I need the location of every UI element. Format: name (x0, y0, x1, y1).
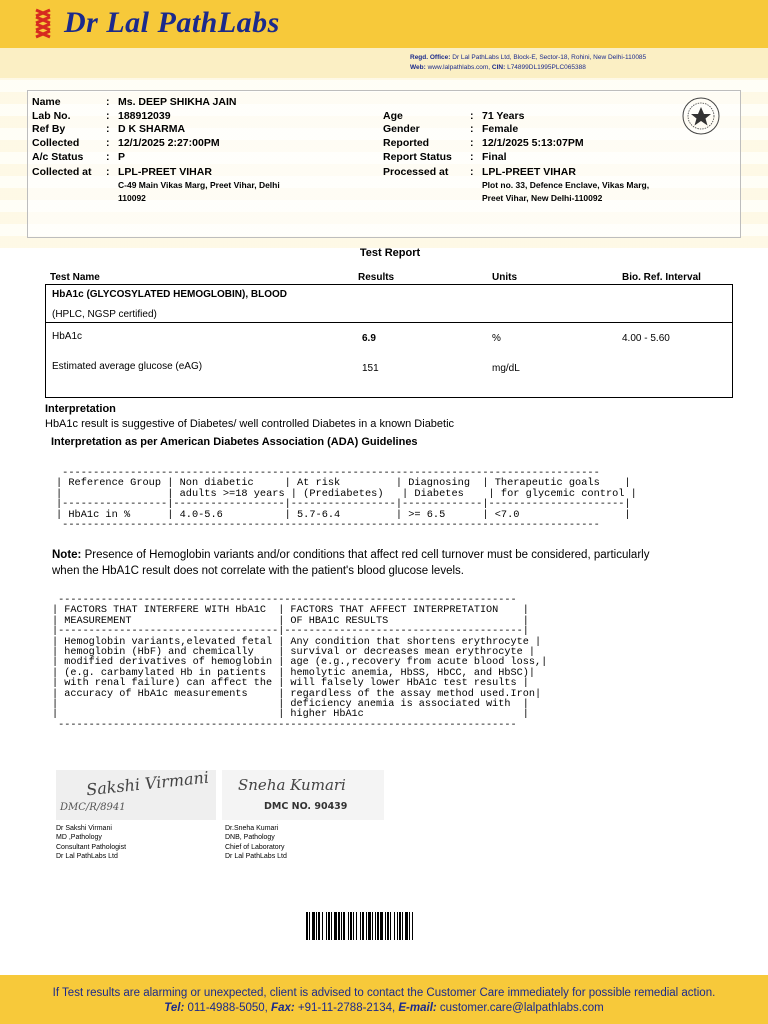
collected-address-line: C-49 Main Vikas Marg, Preet Vihar, Delhi (118, 180, 280, 190)
patient-field-label: Collected at (32, 166, 92, 178)
ada-guidelines-table: --------------------------------------------------------------------------------------- | Reference Group | Non diabetic | At risk | Diagnosing | Therapeutic goals | | | adults >=18 years | (Prediabetes) | Diabetes | for glycemic control | |-----------------|------------------|-----------------|-------------|----------------------| | HbA1c in % | 4.0-5.6 | 5.7-6.4 | >= 6.5 | <7.0 | --------------------------------------------------------------------------------------- (56, 467, 637, 532)
result-test-name: Estimated average glucose (eAG) (52, 361, 203, 372)
signatory-name: Dr Sakshi Virmani (56, 825, 112, 832)
patient-field-colon: : (106, 96, 110, 108)
web-label: Web: (410, 64, 426, 71)
collected-at-address (118, 179, 280, 205)
signature-scrawl: Sneha Kumari (238, 776, 346, 794)
signatory-org: Dr Lal PathLabs Ltd (56, 853, 118, 861)
barcode-bar (348, 912, 349, 940)
patient-field-colon: : (470, 110, 474, 122)
barcode-bar (372, 912, 373, 940)
dna-logo-icon (32, 8, 54, 42)
column-header-ref-interval: Bio. Ref. Interval (622, 272, 701, 283)
signature-reg: DMC NO. 90439 (264, 801, 348, 812)
barcode-bar (350, 912, 352, 940)
result-value: 6.9 (362, 333, 376, 344)
barcode (306, 912, 474, 940)
barcode-bar (385, 912, 386, 940)
patient-field-colon: : (106, 137, 110, 149)
barcode-bar (306, 912, 308, 940)
barcode-bar (402, 912, 403, 940)
barcode-bar (412, 912, 413, 940)
barcode-bar (328, 912, 330, 940)
barcode-bar (380, 912, 383, 940)
regd-label: Regd. Office: (410, 54, 451, 61)
signature-image-2 (222, 770, 384, 820)
patient-field-value: LPL-PREET VIHAR (118, 166, 212, 178)
panel-name: HbA1c (GLYCOSYLATED HEMOGLOBIN), BLOOD (52, 289, 288, 300)
column-header-units: Units (492, 272, 517, 283)
barcode-bar (362, 912, 364, 940)
barcode-bar (338, 912, 340, 940)
result-ref-interval: 4.00 - 5.60 (622, 333, 670, 344)
web-link[interactable]: www.lalpathlabs.com, (427, 64, 491, 71)
patient-field-value: 188912039 (118, 110, 171, 122)
patient-field-colon: : (470, 137, 474, 149)
patient-field-colon: : (470, 166, 474, 178)
factors-table: --------------------------------------------------------------------------- | FACTORS THAT INTERFERE WITH HbA1C | FACTORS THAT AFFECT INTERPRETATION | | MEASUREMENT | OF HBA1C RESULTS | |------------------------------------|---------------------------------------| | Hemoglobin variants,elevated fetal | Any condition that shortens erythrocyte | | hemoglobin (HbF) and chemically | survival or decreases mean erythrocyte | | modified derivatives of hemoglobin | age (e.g.,recovery from acute blood loss,| | (e.g. carbamylated Hb in patients | hemolytic anemia, HbSS, HbCC, and HbSC)| | with renal failure) can affect the | will falsely lower HbA1c test results | | accuracy of HbA1c measurements | regardless of the assay method used.Iron| | | deficiency anemia is associated with | | | higher HbA1c | --------------------------------------------------------------------------- (52, 595, 548, 731)
footer-advisory: If Test results are alarming or unexpected, client is advised to contact the Customer Care immediately for possible remedial action. (52, 987, 716, 999)
patient-field-label: Name (32, 96, 61, 108)
barcode-bar (409, 912, 410, 940)
barcode-bar (343, 912, 345, 940)
collected-address-line: 110092 (118, 193, 146, 203)
barcode-bar (334, 912, 337, 940)
results-divider (45, 322, 733, 323)
tel-number[interactable]: 011-4988-5050, (184, 1002, 272, 1014)
accreditation-seal-icon (681, 96, 721, 136)
patient-field-label: Lab No. (32, 110, 71, 122)
patient-field-label: Ref By (32, 123, 66, 135)
result-unit: % (492, 333, 501, 344)
signature-reg: DMC/R/8941 (60, 802, 126, 813)
patient-field-label: Collected (32, 137, 80, 149)
patient-field-value: D K SHARMA (118, 123, 186, 135)
regd-text: Dr Lal PathLabs Ltd, Block-E, Sector-18, Rohini, New Delhi-110085 (452, 54, 647, 61)
email-label: E-mail: (398, 1002, 437, 1014)
barcode-bar (377, 912, 379, 940)
result-value: 151 (362, 363, 379, 374)
barcode-bar (366, 912, 367, 940)
barcode-bar (356, 912, 357, 940)
patient-field-label: Processed at (383, 166, 449, 178)
signatory-title: Chief of Laboratory (225, 843, 285, 851)
barcode-bar (341, 912, 342, 940)
barcode-bar (318, 912, 320, 940)
patient-field-colon: : (106, 123, 110, 135)
patient-field-value: 71 Years (482, 110, 525, 122)
barcode-bar (394, 912, 395, 940)
note-paragraph (52, 548, 672, 579)
signatory-name: Dr.Sneha Kumari (225, 825, 279, 832)
signatory-title: Consultant Pathologist (56, 843, 127, 851)
email-link[interactable]: customer.care@lalpathlabs.com (436, 1002, 604, 1014)
cin-text: L74899DL1995PLC065388 (507, 64, 586, 71)
patient-field-value: 12/1/2025 2:27:00PM (118, 137, 220, 149)
panel-method: (HPLC, NGSP certified) (52, 309, 157, 320)
barcode-bar (326, 912, 327, 940)
patient-field-label: Report Status (383, 151, 452, 163)
barcode-bar (322, 912, 323, 940)
barcode-bar (390, 912, 391, 940)
signature-scrawl: Sakshi Virmani (85, 767, 210, 800)
barcode-bar (312, 912, 315, 940)
result-unit: mg/dL (492, 363, 520, 374)
patient-field-colon: : (106, 110, 110, 122)
footer-bar (0, 975, 768, 1024)
patient-field-colon: : (470, 123, 474, 135)
processed-address-line: Plot no. 33, Defence Enclave, Vikas Marg, (482, 180, 650, 190)
signature-image-1 (56, 767, 216, 820)
registered-office-info (410, 53, 646, 73)
patient-field-colon: : (470, 151, 474, 163)
signatory-org: Dr Lal PathLabs Ltd (225, 853, 287, 861)
fax-label: Fax: (271, 1002, 295, 1014)
patient-field-value: Ms. DEEP SHIKHA JAIN (118, 96, 237, 108)
barcode-bar (405, 912, 408, 940)
patient-field-label: A/c Status (32, 151, 84, 163)
barcode-bar (387, 912, 389, 940)
signatory-1-details (56, 824, 126, 862)
fax-number: +91-11-2788-2134, (294, 1002, 399, 1014)
patient-field-colon: : (106, 151, 110, 163)
report-title: Test Report (359, 247, 421, 259)
header-subbar (0, 48, 768, 78)
processed-at-address (482, 179, 649, 205)
tel-label: Tel: (164, 1002, 185, 1014)
signatory-degree: DNB, Pathology (225, 834, 275, 842)
note-label: Note: (52, 549, 82, 561)
cin-label: CIN: (491, 64, 506, 71)
barcode-bar (368, 912, 371, 940)
column-header-results: Results (358, 272, 395, 283)
barcode-bar (316, 912, 317, 940)
processed-address-line: Preet Vihar, New Delhi-110092 (482, 193, 603, 203)
patient-field-value: LPL-PREET VIHAR (482, 166, 576, 178)
barcode-bar (375, 912, 376, 940)
patient-field-value: P (118, 151, 126, 163)
interpretation-heading: Interpretation (45, 403, 116, 415)
barcode-bar (331, 912, 332, 940)
patient-field-label: Reported (383, 137, 430, 149)
patient-field-value: 12/1/2025 5:13:07PM (482, 137, 584, 149)
patient-field-label: Age (383, 110, 403, 122)
interpretation-text: HbA1c result is suggestive of Diabetes/ well controlled Diabetes in a known Diabetic (45, 418, 455, 430)
column-header-test-name: Test Name (50, 272, 100, 283)
brand-logo-text: Dr Lal PathLabs (64, 6, 280, 39)
barcode-bar (399, 912, 401, 940)
signatory-2-details (225, 824, 287, 862)
patient-field-value: Final (482, 151, 507, 163)
signatory-degree: MD ,Pathology (56, 834, 102, 842)
patient-field-label: Gender (383, 123, 420, 135)
note-text: Presence of Hemoglobin variants and/or conditions that affect red cell turnover must be considered, particularly when the HbA1C result does not correlate with the patient's blood glucose levels. (52, 549, 650, 577)
footer-contact (0, 1002, 768, 1014)
barcode-bar (353, 912, 354, 940)
barcode-bar (309, 912, 310, 940)
patient-field-colon: : (106, 166, 110, 178)
patient-field-value: Female (482, 123, 519, 135)
result-test-name: HbA1c (52, 331, 83, 342)
ada-heading: Interpretation as per American Diabetes Association (ADA) Guidelines (51, 436, 418, 448)
barcode-bar (397, 912, 398, 940)
barcode-bar (360, 912, 361, 940)
